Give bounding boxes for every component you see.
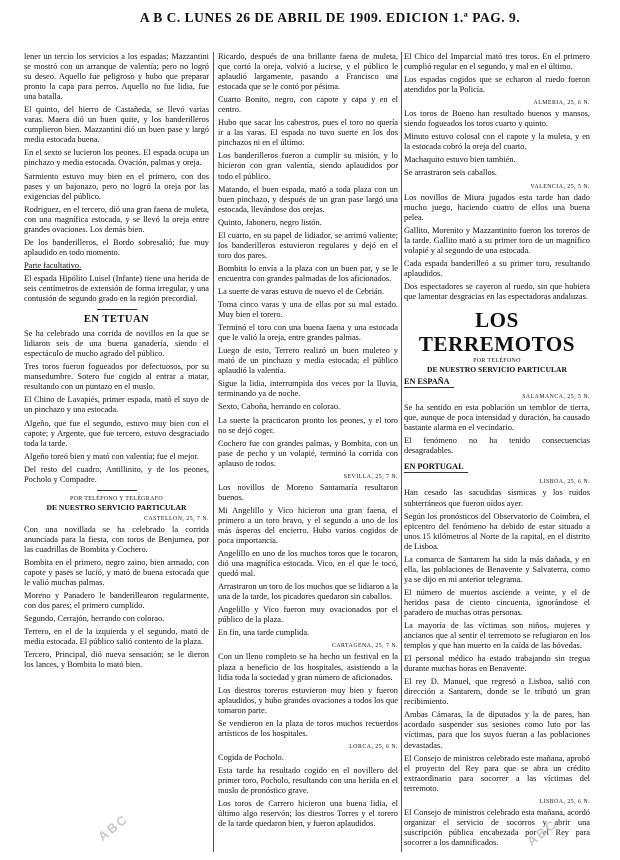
paragraph: Tres toros fueron fogueados por defectuosos, por su mansedumbre. Sotero fue cogido al entrar a matar, resultando con un puntazo en el muslo. — [24, 362, 209, 392]
dateline: VALENCIA, 25, 5 N. — [530, 183, 590, 190]
paragraph: El fenómeno no ha tenido consecuencias desagradables. — [404, 436, 590, 456]
service-subhead: DE NUESTRO SERVICIO PARTICULAR — [46, 502, 187, 512]
paragraph: Minuto estuvo colosal con el capote y la muleta, y en la estocada cobró la oreja del cuarto. — [404, 132, 590, 152]
paragraph: Cochero fue con grandes palmas, y Bombita, con un pase de pecho y un volapié, terminó la corrida con aplauso de todos. — [218, 438, 398, 468]
paragraph: El Consejo de ministros celebrado este mañana, aprobó el proyecto del Rey para que se abra un crédito extraordinario para socorrer a las víctimas del terremoto. — [404, 753, 590, 793]
paragraph: El Chico del Imparcial mató tres toros. En el primero cumplió regular en el segundo, y mal en el último. — [404, 52, 590, 72]
watermark-stamp: ABC — [95, 811, 132, 844]
column-3 — [404, 52, 590, 857]
paragraph: Rodriguez, en el tercero, dió una gran faena de muleta, con una magnífica estocada, y se llevó la oreja entre grandes ovaciones. Los demás bien. — [24, 204, 209, 234]
paragraph: El quinto, del hierro de Castañeda, se llevó varias varas. Maera dió un buen quite, y los banderilleros cumplieron bien. Mazzantini dió un buen pase y largó media estocada buena. — [24, 105, 209, 145]
paragraph: El Chino de Lavapiés, primer espada, mató el suyo de un pinchazo y una estocada. — [24, 395, 209, 415]
paragraph: Se ha sentido en esta población un temblor de tierra, que, aunque de poca intensidad y duración, ha causado bastante alarma en el vecindario. — [404, 403, 590, 433]
paragraph: lener un tercio los servicios a los espadas; Mazzantini se mostró con un arranque de valentía; pero no logró su deseo. Aquello fue peligroso y hubo que preparar pronto la capa para perros. Aquello no fue lidia, fue una batalla. — [24, 52, 209, 102]
paragraph: Cogida de Pocholo. — [218, 752, 284, 762]
paragraph: Ricardo, después de una brillante faena de muleta, que cortó la oreja, volvió a lucirse, y el público le aplaudió largamente, pasando a Francisco una estocada que se le contó por pésima. — [218, 52, 398, 92]
subhead-portugal: EN PORTUGAL — [404, 462, 468, 473]
paragraph: El espada Hipólito Luisel (Infante) tiene una herida de seis centímetros de extensión de forma irregular, y una contusión de segundo grado en la región precordial. — [24, 273, 209, 304]
paragraph: Machaquito estuvo bien también. — [404, 155, 516, 165]
paragraph: Cada espada banderilleó a su primer toro, resultando aplaudidos. — [404, 258, 590, 278]
paragraph: Gallito, Morenito y Mazzantinito fueron los toreros de la tarde. Gallito mató a su primer toro de un magnífico volapié y al segundo de una estocada. — [404, 225, 590, 255]
paragraph: El personal médico ha estado trabajando sin tregua durante muchas horas en Benavente. — [404, 654, 590, 674]
paragraph: El cuarto, en su papel de lidiador, se arrimó valiente; los banderilleros estuvieron regulares y dejó en el toro dos pares. — [218, 230, 398, 260]
paragraph: La suerte de varas estuvo de nuevo el de Cebrián. — [218, 286, 385, 296]
paragraph: Algeño toreó bien y mató con valentía; fue el mejor. — [24, 451, 199, 461]
paragraph: Se arrastraron seis caballos. — [404, 168, 498, 178]
dateline: ALMERIA, 25, 6 N. — [533, 100, 590, 107]
paragraph: En fin, una tarde cumplida. — [218, 628, 310, 638]
paragraph: Los banderilleros fueron a cumplir su misión, y lo hicieron con gran valentía, siendo aplaudidos por todo el público. — [218, 151, 398, 181]
paragraph: El Consejo de ministros celebrado esta mañana, acordó organizar el servicio de socorros y abrir una suscripción pública encabezada por el Rey para socorrer a los damnificados. — [404, 807, 590, 847]
paragraph: Se vendieron en la plaza de toros muchos recuerdos artísticos de los hospitales. — [218, 718, 398, 738]
paragraph: Con un lleno completo se ha hecho un festival en la plaza a beneficio de los hospitales, asistiendo a la lidia toda la sociedad y gran número de aficionados. — [218, 652, 398, 682]
paragraph: Toma cinco varas y una de ellas por su mal estado. Muy bien el torero. — [218, 300, 398, 320]
paragraph: Esta tarde ha resultado cogido en el novillero del primer toro, Pocholo, resultando con una herida en el muslo de pronóstico grave. — [218, 765, 398, 796]
service-subhead: POR TELÉFONO Y TELÉGRAFO — [69, 495, 164, 502]
column-rule-right — [401, 52, 402, 852]
paragraph: Terrero, en el de la izquierda y el segundo, mató de media estocada. El público salió contento de la plaza. — [24, 627, 209, 647]
paragraph: Angelillo en uno de los muchos toros que le tocaron, dió una magnífica estocada. Vico, en el que le tocó, quedó mal. — [218, 549, 398, 579]
section-heading-tetuan: EN TETUAN — [83, 314, 150, 326]
paragraph: Los toros de Bueno han resultado buenos y mansos, siendo fogueados los toros cuarto y quinto. — [404, 109, 590, 129]
paragraph: Luego de esto, Terrero realizó un buen muleteo y mató de un pinchazo y media estocada; el público aplaudió la valentía. — [218, 346, 398, 376]
paragraph: Han cesado las sacudidas sísmicas y los ruidos subterráneos que fueron oídos ayer. — [404, 488, 590, 508]
paragraph: Bombita en el primero, negro zaino, bien armado, con capote y pases se lució, y mató de buena estocada que le valió muchas palmas. — [24, 557, 209, 588]
paragraph: La mayoría de las víctimas son niños, mujeres y ancianos que al sentir el terremoto se refugiaron en los templos y que han muerto en la caída de las bóvedas. — [404, 621, 590, 651]
headline-terremotos: LOS TERREMOTOS — [418, 308, 576, 357]
separator — [97, 309, 137, 310]
paragraph: Sexto, Caboña, herrando en colorao. — [218, 402, 341, 412]
paragraph: Con una novillada se ha celebrado la corrida anunciada para la fiesta, con toros de Benjumea, por las cuadrillas de Bombita y Cochero. — [24, 524, 209, 554]
column-rule-left — [213, 52, 214, 852]
paragraph: La suerte la practicaron pronto los peones, y el toro no se dejó coger. — [218, 415, 398, 435]
service-subhead: POR TELÉFONO — [473, 358, 521, 365]
paragraph: Mi Angelillo y Vico hicieron una gran faena, el primero a un toro bravo, y el segundo a uno de los más ásperos del encierro. Hubo varios cogidos de poca importancia. — [218, 505, 398, 546]
paragraph: Terminó el toro con una buena faena y una estocada que le valió la oreja, entre grandes palmas. — [218, 323, 398, 343]
column-1 — [24, 52, 209, 857]
paragraph: Matando, el buen espada, mató a toda plaza con un buen pinchazo, y después de un gran pase largó una estocada, llevándose dos orejas. — [218, 184, 398, 214]
paragraph: De los banderilleros, el Bordo sobresalió; fue muy aplaudido en todo momento. — [24, 237, 209, 257]
subhead-espana: EN ESPAÑA — [404, 377, 454, 388]
paragraph: Algeño, que fue el segundo, estuvo muy bien con el capote; y Argente, que fue tercero, estuvo desgraciado toda la tarde. — [24, 418, 209, 448]
paragraph: El rey D. Manuel, que regresó a Lisboa, salió con dirección a Santarem, donde se le tributó un gran recibimiento. — [404, 677, 590, 707]
paragraph: Los diestros toreros estuvieron muy bien y fueron aplaudidos, y hubo grandes ovaciones a todos los que tomaron parte. — [218, 685, 398, 715]
paragraph: Dos espectadores se cayeron al ruedo, sin que hubiera que lamentar desgracias en las espectadoras andaluzas. — [404, 281, 590, 301]
paragraph: Tercero, Principal, dió nueva sensación; se le dieron los lances, y Bombita lo mató bien. — [24, 650, 209, 670]
paragraph: Cuarto Bonito, negro, con capote y capa y en el centro. — [218, 95, 398, 115]
dateline: LORCA, 25, 6 N. — [349, 743, 398, 750]
paragraph: Según los pronósticos del Observatorio de Coimbra, el epicentro del fenómeno ha debido de estar situado a unos 15 kilómetros al Norte de la capital, en el distrito de Lisboa. — [404, 511, 590, 551]
paragraph-lead: Parte facultativo. — [24, 260, 82, 270]
paragraph: Sarmiento estuvo muy bien en el primero, con dos pases y un bajonazo, pero no logró la oreja por las exigencias del público. — [24, 171, 209, 201]
paragraph: Sigue la lidia, interrumpida dos veces por la lluvia, terminando ya de noche. — [218, 379, 398, 399]
paragraph: La comarca de Santarem ha sido la más dañada, y en ella, las poblaciones de Benavente y Salvaterra, como ya se dijo en mi anterior telegrama. — [404, 554, 590, 584]
paragraph: Arrastraron un toro de los muchos que se lidiaron a la una de la tarde, los picadores quedaron sin caballos. — [218, 582, 398, 602]
paragraph: Los toros de Carrero hicieron una buena lidia, el último algo reservón; los diestros Torres y el torero de la tarde quedaron bien, y fueron aplaudidos. — [218, 799, 398, 829]
paragraph: Hubo que sacar los cabestros, pues el toro no quería ir a las varas. El espada no tuvo suerte en los dos pinchazos ni en el último. — [218, 118, 398, 148]
watermark-stamp: ABC — [524, 816, 561, 849]
paragraph: Segundo, Cerrajón, herrando con colorao. — [24, 614, 165, 624]
paragraph: Del resto del cuadro, Antillinito, y de los peones, Pocholo y Compadre. — [24, 464, 209, 484]
column-2 — [218, 52, 398, 857]
separator — [97, 490, 137, 491]
paragraph: Los espadas cogidos que se echaron al ruedo fueron atendidos por la Policía. — [404, 75, 590, 95]
dateline: LISBOA, 25, 6 N. — [539, 479, 590, 486]
dateline: LISBOA, 25, 6 N. — [539, 798, 590, 805]
dateline: CARTAGENA, 25, 7 N. — [331, 643, 398, 650]
paragraph: Ambas Cámaras, la de diputados y la de pares, han acordado suspender sus sesiones como luto por las víctimas, para que los suyos fueran a las poblaciones devastadas. — [404, 710, 590, 750]
paragraph: El número de muertos asciende a veinte, y el de heridos pasa de ciento cincuenta, ignorándose el paradero de muchas otras personas. — [404, 587, 590, 617]
dateline: CASTELLON, 25, 7 N. — [144, 515, 209, 522]
paragraph: Se ha celebrado una corrida de novillos en la que se lidiaron seis de una buena ganadería, siendo el espectáculo de mucho agrado del público. — [24, 329, 209, 359]
dateline: SEVILLA, 25, 7 N. — [343, 473, 398, 480]
paragraph: En el sexto se lucieron los peones. El espada ocupa un pinchazo y media estocada. Ovación, palmas y oreja. — [24, 148, 209, 168]
paragraph: Moreno y Panadero le banderillearon regularmente, con dos pares; el primero cumplido. — [24, 591, 209, 611]
dateline: SALAMANCA, 25, 5 N. — [522, 394, 590, 401]
paragraph: Bombita lo envía a la plaza con un buen par, y se le encuentra con grandes palmadas de los aficionados. — [218, 263, 398, 283]
service-subhead: DE NUESTRO SERVICIO PARTICULAR — [426, 365, 568, 375]
paragraph: Angelillo y Vico fueron muy ovacionados por el público de la plaza. — [218, 605, 398, 625]
paragraph: Quinto, Jabonero, negro listón. — [218, 217, 322, 227]
paragraph: Los novillos de Moreno Santamaría resultaron buenos. — [218, 482, 398, 502]
page-header: A B C. LUNES 26 DE ABRIL DE 1909. EDICION 1.ª PAG. 9. — [139, 10, 521, 25]
paragraph: Los novillos de Miura jugados esta tarde han dado mucho juego, haciendo cuatro de ellos una buena pelea. — [404, 192, 590, 222]
